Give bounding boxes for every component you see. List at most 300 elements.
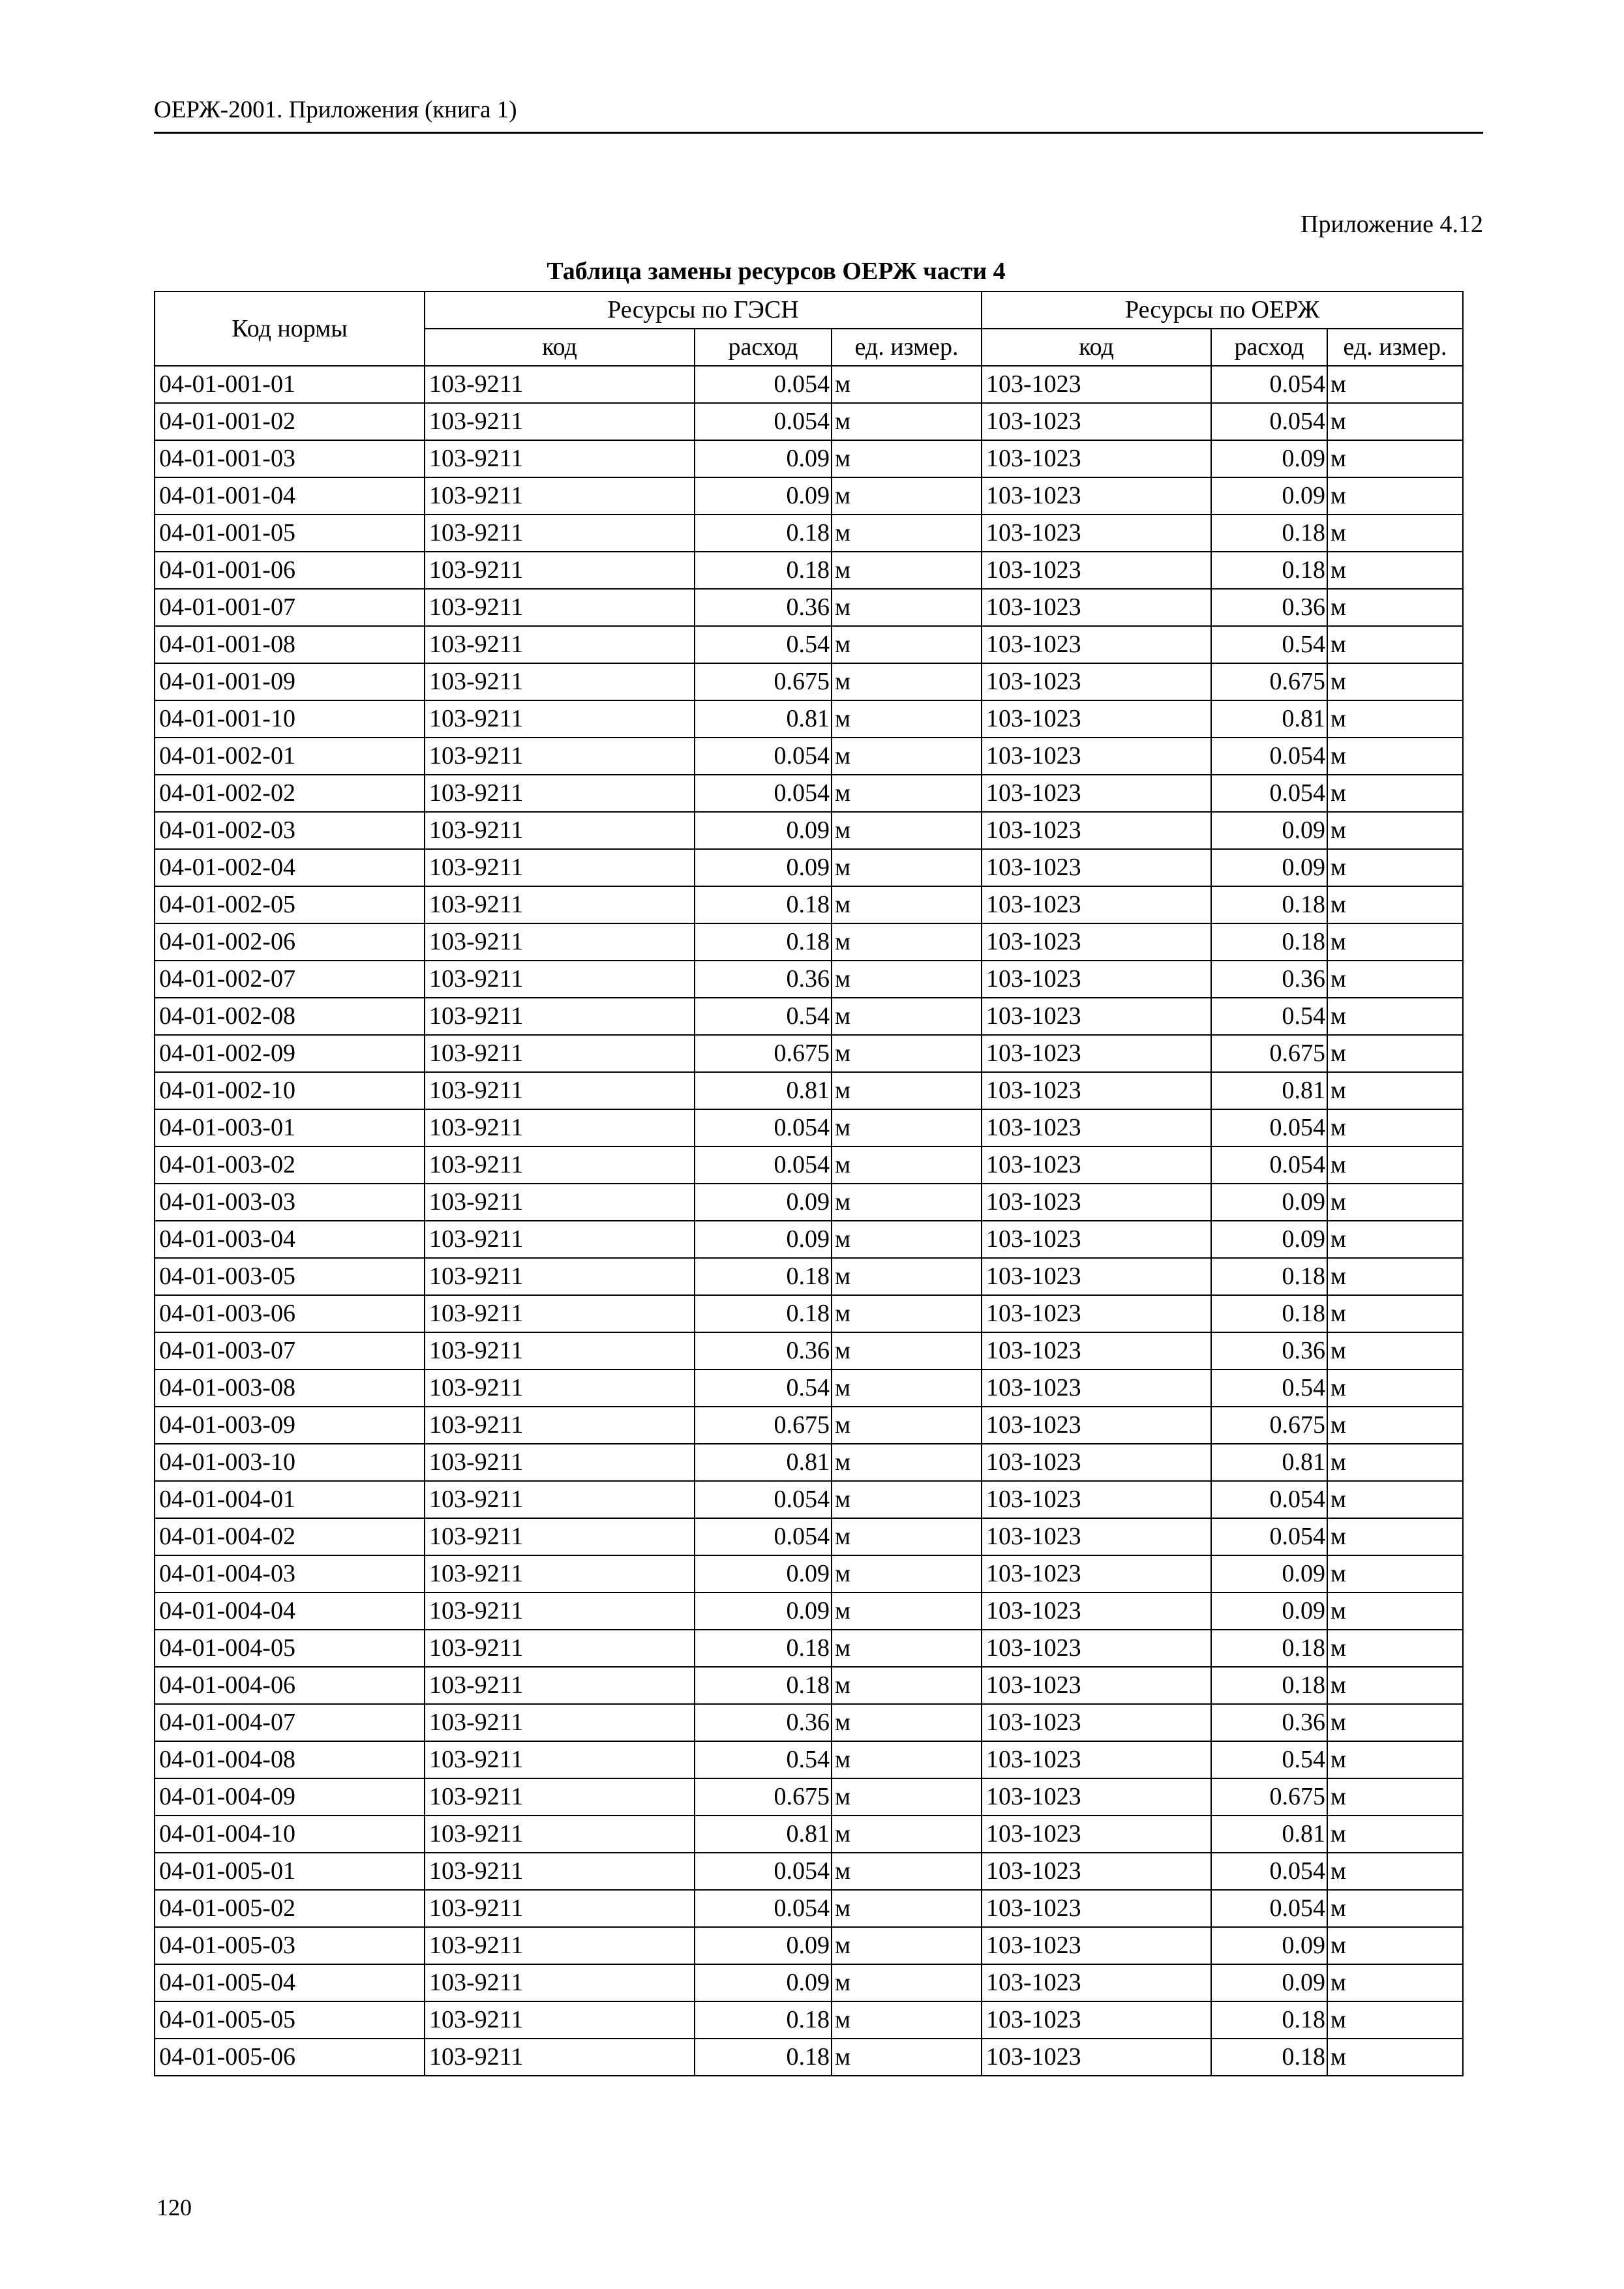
cell-gesn-qty: 0.18: [695, 2039, 832, 2076]
cell-oerzh-code: 103-1023: [982, 366, 1211, 403]
cell-gesn-unit: м: [832, 552, 982, 589]
cell-gesn-unit: м: [832, 998, 982, 1035]
cell-oerzh-code: 103-1023: [982, 1184, 1211, 1221]
cell-code-norm: 04-01-003-09: [155, 1407, 425, 1444]
cell-code-norm: 04-01-003-10: [155, 1444, 425, 1481]
col-header-oerzh-unit: ед. измер.: [1327, 329, 1463, 366]
running-header: ОЕРЖ-2001. Приложения (книга 1): [154, 97, 517, 123]
cell-gesn-code: 103-9211: [425, 1109, 695, 1146]
cell-gesn-unit: м: [832, 849, 982, 886]
cell-oerzh-qty: 0.36: [1211, 961, 1327, 998]
col-header-oerzh-qty: расход: [1211, 329, 1327, 366]
cell-oerzh-unit: м: [1327, 589, 1463, 626]
cell-gesn-qty: 0.675: [695, 1035, 832, 1072]
cell-oerzh-code: 103-1023: [982, 403, 1211, 440]
cell-oerzh-qty: 0.36: [1211, 589, 1327, 626]
cell-code-norm: 04-01-001-02: [155, 403, 425, 440]
cell-gesn-unit: м: [832, 1146, 982, 1184]
cell-gesn-qty: 0.18: [695, 2001, 832, 2039]
table-row: [155, 1593, 1463, 1630]
cell-oerzh-code: 103-1023: [982, 1555, 1211, 1593]
cell-gesn-code: 103-9211: [425, 1481, 695, 1518]
replacement-table-container: [154, 291, 1464, 2076]
cell-code-norm: 04-01-003-03: [155, 1184, 425, 1221]
cell-oerzh-unit: м: [1327, 849, 1463, 886]
cell-gesn-qty: 0.09: [695, 1964, 832, 2001]
cell-gesn-code: 103-9211: [425, 1258, 695, 1295]
cell-oerzh-code: 103-1023: [982, 1221, 1211, 1258]
cell-oerzh-qty: 0.054: [1211, 1890, 1327, 1927]
table-row: [155, 700, 1463, 738]
cell-oerzh-unit: м: [1327, 477, 1463, 515]
cell-gesn-unit: м: [832, 403, 982, 440]
cell-oerzh-code: 103-1023: [982, 1927, 1211, 1964]
cell-gesn-qty: 0.81: [695, 1072, 832, 1109]
table-row: [155, 2001, 1463, 2039]
cell-gesn-unit: м: [832, 1258, 982, 1295]
cell-gesn-qty: 0.54: [695, 998, 832, 1035]
cell-gesn-unit: м: [832, 1518, 982, 1555]
cell-gesn-unit: м: [832, 1927, 982, 1964]
cell-oerzh-code: 103-1023: [982, 477, 1211, 515]
cell-gesn-qty: 0.054: [695, 403, 832, 440]
cell-oerzh-qty: 0.054: [1211, 366, 1327, 403]
cell-code-norm: 04-01-001-08: [155, 626, 425, 663]
cell-oerzh-unit: м: [1327, 1593, 1463, 1630]
cell-gesn-code: 103-9211: [425, 1890, 695, 1927]
table-row: [155, 998, 1463, 1035]
cell-oerzh-qty: 0.18: [1211, 1258, 1327, 1295]
cell-gesn-unit: м: [832, 1555, 982, 1593]
cell-oerzh-qty: 0.36: [1211, 1704, 1327, 1741]
cell-oerzh-qty: 0.09: [1211, 1555, 1327, 1593]
cell-code-norm: 04-01-004-02: [155, 1518, 425, 1555]
cell-oerzh-qty: 0.675: [1211, 1035, 1327, 1072]
cell-oerzh-unit: м: [1327, 775, 1463, 812]
cell-code-norm: 04-01-001-09: [155, 663, 425, 700]
table-row: [155, 1853, 1463, 1890]
cell-oerzh-unit: м: [1327, 1072, 1463, 1109]
cell-gesn-qty: 0.81: [695, 700, 832, 738]
table-row: [155, 1927, 1463, 1964]
cell-gesn-code: 103-9211: [425, 440, 695, 477]
cell-oerzh-qty: 0.09: [1211, 440, 1327, 477]
cell-oerzh-code: 103-1023: [982, 775, 1211, 812]
cell-code-norm: 04-01-003-04: [155, 1221, 425, 1258]
cell-gesn-qty: 0.054: [695, 775, 832, 812]
page-number: 120: [157, 2194, 192, 2221]
cell-oerzh-qty: 0.09: [1211, 1184, 1327, 1221]
cell-gesn-unit: м: [832, 1741, 982, 1778]
table-row: [155, 1146, 1463, 1184]
table-row: [155, 440, 1463, 477]
cell-gesn-qty: 0.054: [695, 1109, 832, 1146]
cell-gesn-qty: 0.36: [695, 1704, 832, 1741]
table-body: [155, 366, 1463, 2076]
cell-gesn-unit: м: [832, 775, 982, 812]
table-row: [155, 1667, 1463, 1704]
cell-oerzh-qty: 0.09: [1211, 477, 1327, 515]
cell-oerzh-code: 103-1023: [982, 1109, 1211, 1146]
cell-code-norm: 04-01-003-01: [155, 1109, 425, 1146]
table-row: [155, 663, 1463, 700]
cell-oerzh-unit: м: [1327, 1555, 1463, 1593]
cell-gesn-qty: 0.09: [695, 477, 832, 515]
cell-oerzh-qty: 0.81: [1211, 1444, 1327, 1481]
table-row: [155, 1221, 1463, 1258]
cell-oerzh-code: 103-1023: [982, 663, 1211, 700]
cell-oerzh-unit: м: [1327, 1221, 1463, 1258]
cell-oerzh-unit: м: [1327, 2001, 1463, 2039]
cell-oerzh-unit: м: [1327, 1407, 1463, 1444]
cell-gesn-unit: м: [832, 663, 982, 700]
cell-gesn-code: 103-9211: [425, 589, 695, 626]
table-row: [155, 738, 1463, 775]
cell-code-norm: 04-01-002-01: [155, 738, 425, 775]
cell-oerzh-unit: м: [1327, 1964, 1463, 2001]
table-row: [155, 1258, 1463, 1295]
cell-gesn-unit: м: [832, 1109, 982, 1146]
cell-code-norm: 04-01-004-05: [155, 1630, 425, 1667]
cell-code-norm: 04-01-002-04: [155, 849, 425, 886]
table-row: [155, 1518, 1463, 1555]
cell-gesn-unit: м: [832, 700, 982, 738]
cell-oerzh-code: 103-1023: [982, 1146, 1211, 1184]
cell-oerzh-unit: м: [1327, 1369, 1463, 1407]
cell-gesn-unit: м: [832, 886, 982, 923]
table-row: [155, 626, 1463, 663]
cell-gesn-code: 103-9211: [425, 1816, 695, 1853]
cell-gesn-unit: м: [832, 1778, 982, 1816]
cell-oerzh-unit: м: [1327, 1741, 1463, 1778]
cell-code-norm: 04-01-005-05: [155, 2001, 425, 2039]
cell-oerzh-unit: м: [1327, 1295, 1463, 1332]
cell-oerzh-qty: 0.81: [1211, 1816, 1327, 1853]
header-rule: [154, 132, 1483, 134]
table-row: [155, 2039, 1463, 2076]
cell-gesn-code: 103-9211: [425, 1444, 695, 1481]
cell-oerzh-code: 103-1023: [982, 1444, 1211, 1481]
cell-oerzh-qty: 0.054: [1211, 1518, 1327, 1555]
cell-oerzh-unit: м: [1327, 1816, 1463, 1853]
cell-gesn-code: 103-9211: [425, 1964, 695, 2001]
table-row: [155, 1630, 1463, 1667]
cell-oerzh-unit: м: [1327, 366, 1463, 403]
cell-code-norm: 04-01-004-10: [155, 1816, 425, 1853]
cell-gesn-unit: м: [832, 2001, 982, 2039]
table-row: [155, 477, 1463, 515]
cell-code-norm: 04-01-001-01: [155, 366, 425, 403]
cell-gesn-qty: 0.81: [695, 1816, 832, 1853]
cell-oerzh-code: 103-1023: [982, 1407, 1211, 1444]
col-header-oerzh-code: код: [982, 329, 1211, 366]
cell-gesn-code: 103-9211: [425, 700, 695, 738]
table-row: [155, 1555, 1463, 1593]
cell-gesn-qty: 0.18: [695, 1667, 832, 1704]
cell-oerzh-unit: м: [1327, 626, 1463, 663]
cell-oerzh-code: 103-1023: [982, 1072, 1211, 1109]
cell-oerzh-code: 103-1023: [982, 1964, 1211, 2001]
cell-oerzh-code: 103-1023: [982, 1369, 1211, 1407]
cell-oerzh-qty: 0.054: [1211, 738, 1327, 775]
cell-gesn-code: 103-9211: [425, 849, 695, 886]
cell-oerzh-code: 103-1023: [982, 700, 1211, 738]
cell-gesn-unit: м: [832, 1964, 982, 2001]
cell-gesn-unit: м: [832, 1853, 982, 1890]
cell-code-norm: 04-01-004-01: [155, 1481, 425, 1518]
cell-oerzh-unit: м: [1327, 1035, 1463, 1072]
cell-gesn-unit: м: [832, 1221, 982, 1258]
cell-gesn-code: 103-9211: [425, 1035, 695, 1072]
table-row: [155, 1035, 1463, 1072]
cell-oerzh-qty: 0.675: [1211, 1407, 1327, 1444]
table-row: [155, 961, 1463, 998]
table-row: [155, 1816, 1463, 1853]
cell-oerzh-qty: 0.18: [1211, 515, 1327, 552]
cell-gesn-unit: м: [832, 440, 982, 477]
cell-gesn-qty: 0.54: [695, 1741, 832, 1778]
cell-gesn-code: 103-9211: [425, 886, 695, 923]
cell-code-norm: 04-01-005-02: [155, 1890, 425, 1927]
cell-gesn-qty: 0.054: [695, 1481, 832, 1518]
cell-gesn-unit: м: [832, 1593, 982, 1630]
cell-oerzh-code: 103-1023: [982, 1593, 1211, 1630]
header-row-groups: [155, 292, 1463, 329]
cell-oerzh-qty: 0.09: [1211, 1221, 1327, 1258]
cell-gesn-code: 103-9211: [425, 1704, 695, 1741]
cell-gesn-unit: м: [832, 1630, 982, 1667]
cell-gesn-code: 103-9211: [425, 1518, 695, 1555]
table-row: [155, 849, 1463, 886]
cell-gesn-code: 103-9211: [425, 738, 695, 775]
cell-oerzh-code: 103-1023: [982, 1816, 1211, 1853]
cell-gesn-qty: 0.18: [695, 1295, 832, 1332]
cell-gesn-code: 103-9211: [425, 1072, 695, 1109]
cell-gesn-unit: м: [832, 1704, 982, 1741]
cell-gesn-unit: м: [832, 812, 982, 849]
table-row: [155, 1964, 1463, 2001]
cell-oerzh-qty: 0.18: [1211, 1667, 1327, 1704]
cell-code-norm: 04-01-005-03: [155, 1927, 425, 1964]
table-row: [155, 1890, 1463, 1927]
cell-gesn-unit: м: [832, 1332, 982, 1369]
col-header-gesn-code: код: [425, 329, 695, 366]
cell-gesn-unit: м: [832, 1072, 982, 1109]
cell-oerzh-qty: 0.054: [1211, 775, 1327, 812]
cell-oerzh-unit: м: [1327, 961, 1463, 998]
cell-code-norm: 04-01-002-07: [155, 961, 425, 998]
cell-oerzh-code: 103-1023: [982, 1258, 1211, 1295]
cell-oerzh-qty: 0.054: [1211, 1109, 1327, 1146]
cell-oerzh-code: 103-1023: [982, 812, 1211, 849]
cell-gesn-unit: м: [832, 1816, 982, 1853]
cell-oerzh-qty: 0.054: [1211, 403, 1327, 440]
cell-oerzh-code: 103-1023: [982, 2039, 1211, 2076]
cell-oerzh-unit: м: [1327, 1184, 1463, 1221]
cell-gesn-qty: 0.054: [695, 366, 832, 403]
table-row: [155, 775, 1463, 812]
cell-oerzh-code: 103-1023: [982, 589, 1211, 626]
cell-gesn-code: 103-9211: [425, 1146, 695, 1184]
cell-gesn-code: 103-9211: [425, 477, 695, 515]
cell-gesn-unit: м: [832, 515, 982, 552]
cell-code-norm: 04-01-004-04: [155, 1593, 425, 1630]
cell-oerzh-code: 103-1023: [982, 552, 1211, 589]
table-row: [155, 1778, 1463, 1816]
cell-gesn-code: 103-9211: [425, 1741, 695, 1778]
cell-code-norm: 04-01-001-10: [155, 700, 425, 738]
cell-gesn-unit: м: [832, 1035, 982, 1072]
cell-gesn-unit: м: [832, 1890, 982, 1927]
cell-code-norm: 04-01-002-09: [155, 1035, 425, 1072]
table-row: [155, 1184, 1463, 1221]
cell-gesn-unit: м: [832, 738, 982, 775]
cell-gesn-qty: 0.81: [695, 1444, 832, 1481]
cell-oerzh-code: 103-1023: [982, 738, 1211, 775]
cell-gesn-qty: 0.18: [695, 1630, 832, 1667]
cell-gesn-code: 103-9211: [425, 1221, 695, 1258]
cell-gesn-qty: 0.09: [695, 849, 832, 886]
cell-oerzh-qty: 0.81: [1211, 700, 1327, 738]
col-group-oerzh: Ресурсы по ОЕРЖ: [982, 292, 1463, 329]
cell-gesn-code: 103-9211: [425, 626, 695, 663]
cell-code-norm: 04-01-004-03: [155, 1555, 425, 1593]
cell-gesn-code: 103-9211: [425, 1332, 695, 1369]
cell-oerzh-code: 103-1023: [982, 440, 1211, 477]
cell-gesn-code: 103-9211: [425, 366, 695, 403]
cell-oerzh-code: 103-1023: [982, 2001, 1211, 2039]
cell-oerzh-code: 103-1023: [982, 1481, 1211, 1518]
cell-oerzh-unit: м: [1327, 1444, 1463, 1481]
table-row: [155, 886, 1463, 923]
cell-gesn-qty: 0.675: [695, 1778, 832, 1816]
cell-oerzh-code: 103-1023: [982, 1518, 1211, 1555]
cell-oerzh-unit: м: [1327, 403, 1463, 440]
cell-oerzh-code: 103-1023: [982, 1295, 1211, 1332]
cell-gesn-code: 103-9211: [425, 2001, 695, 2039]
cell-gesn-qty: 0.054: [695, 1853, 832, 1890]
table-row: [155, 1109, 1463, 1146]
cell-gesn-unit: м: [832, 1407, 982, 1444]
cell-oerzh-unit: м: [1327, 515, 1463, 552]
cell-gesn-code: 103-9211: [425, 1369, 695, 1407]
cell-oerzh-qty: 0.054: [1211, 1853, 1327, 1890]
cell-oerzh-code: 103-1023: [982, 1741, 1211, 1778]
cell-oerzh-qty: 0.18: [1211, 1295, 1327, 1332]
cell-gesn-code: 103-9211: [425, 1667, 695, 1704]
cell-gesn-unit: м: [832, 1295, 982, 1332]
cell-gesn-code: 103-9211: [425, 775, 695, 812]
cell-gesn-qty: 0.18: [695, 923, 832, 961]
cell-oerzh-unit: м: [1327, 1853, 1463, 1890]
cell-code-norm: 04-01-004-09: [155, 1778, 425, 1816]
col-header-gesn-qty: расход: [695, 329, 832, 366]
cell-code-norm: 04-01-003-06: [155, 1295, 425, 1332]
cell-gesn-qty: 0.18: [695, 886, 832, 923]
cell-code-norm: 04-01-001-06: [155, 552, 425, 589]
cell-gesn-code: 103-9211: [425, 2039, 695, 2076]
table-row: [155, 366, 1463, 403]
cell-oerzh-qty: 0.54: [1211, 1741, 1327, 1778]
cell-oerzh-qty: 0.18: [1211, 886, 1327, 923]
cell-oerzh-unit: м: [1327, 1630, 1463, 1667]
cell-gesn-qty: 0.54: [695, 626, 832, 663]
cell-gesn-unit: м: [832, 589, 982, 626]
cell-gesn-code: 103-9211: [425, 923, 695, 961]
table-row: [155, 1369, 1463, 1407]
cell-gesn-code: 103-9211: [425, 403, 695, 440]
cell-oerzh-code: 103-1023: [982, 961, 1211, 998]
cell-gesn-code: 103-9211: [425, 1295, 695, 1332]
cell-oerzh-qty: 0.36: [1211, 1332, 1327, 1369]
cell-oerzh-code: 103-1023: [982, 626, 1211, 663]
table-row: [155, 1741, 1463, 1778]
cell-gesn-unit: м: [832, 1369, 982, 1407]
cell-gesn-qty: 0.36: [695, 961, 832, 998]
cell-oerzh-unit: м: [1327, 2039, 1463, 2076]
cell-code-norm: 04-01-002-08: [155, 998, 425, 1035]
cell-gesn-qty: 0.09: [695, 1555, 832, 1593]
table-row: [155, 1295, 1463, 1332]
cell-oerzh-qty: 0.675: [1211, 663, 1327, 700]
cell-oerzh-code: 103-1023: [982, 1704, 1211, 1741]
cell-code-norm: 04-01-005-06: [155, 2039, 425, 2076]
cell-oerzh-qty: 0.18: [1211, 2001, 1327, 2039]
cell-gesn-qty: 0.054: [695, 1518, 832, 1555]
table-row: [155, 1407, 1463, 1444]
cell-gesn-unit: м: [832, 1481, 982, 1518]
cell-code-norm: 04-01-002-06: [155, 923, 425, 961]
col-header-gesn-unit: ед. измер.: [832, 329, 982, 366]
cell-gesn-qty: 0.675: [695, 663, 832, 700]
cell-gesn-unit: м: [832, 2039, 982, 2076]
cell-oerzh-qty: 0.054: [1211, 1481, 1327, 1518]
cell-gesn-qty: 0.18: [695, 515, 832, 552]
cell-oerzh-qty: 0.09: [1211, 849, 1327, 886]
table-row: [155, 1072, 1463, 1109]
cell-oerzh-unit: м: [1327, 812, 1463, 849]
cell-oerzh-qty: 0.09: [1211, 1964, 1327, 2001]
cell-code-norm: 04-01-005-04: [155, 1964, 425, 2001]
cell-code-norm: 04-01-004-08: [155, 1741, 425, 1778]
cell-oerzh-qty: 0.54: [1211, 998, 1327, 1035]
cell-code-norm: 04-01-005-01: [155, 1853, 425, 1890]
cell-gesn-code: 103-9211: [425, 1853, 695, 1890]
cell-oerzh-unit: м: [1327, 440, 1463, 477]
cell-oerzh-unit: м: [1327, 1890, 1463, 1927]
cell-oerzh-code: 103-1023: [982, 1667, 1211, 1704]
cell-oerzh-code: 103-1023: [982, 515, 1211, 552]
table-row: [155, 515, 1463, 552]
cell-gesn-unit: м: [832, 961, 982, 998]
cell-gesn-unit: м: [832, 1184, 982, 1221]
cell-oerzh-qty: 0.18: [1211, 2039, 1327, 2076]
cell-oerzh-unit: м: [1327, 998, 1463, 1035]
cell-gesn-code: 103-9211: [425, 1778, 695, 1816]
cell-oerzh-unit: м: [1327, 663, 1463, 700]
cell-gesn-unit: м: [832, 923, 982, 961]
cell-code-norm: 04-01-003-02: [155, 1146, 425, 1184]
table-row: [155, 403, 1463, 440]
cell-gesn-qty: 0.54: [695, 1369, 832, 1407]
cell-oerzh-qty: 0.675: [1211, 1778, 1327, 1816]
cell-oerzh-qty: 0.09: [1211, 812, 1327, 849]
table-row: [155, 923, 1463, 961]
table-row: [155, 1444, 1463, 1481]
cell-gesn-code: 103-9211: [425, 812, 695, 849]
table-title: Таблица замены ресурсов ОЕРЖ части 4: [547, 258, 1006, 285]
cell-gesn-qty: 0.09: [695, 1221, 832, 1258]
